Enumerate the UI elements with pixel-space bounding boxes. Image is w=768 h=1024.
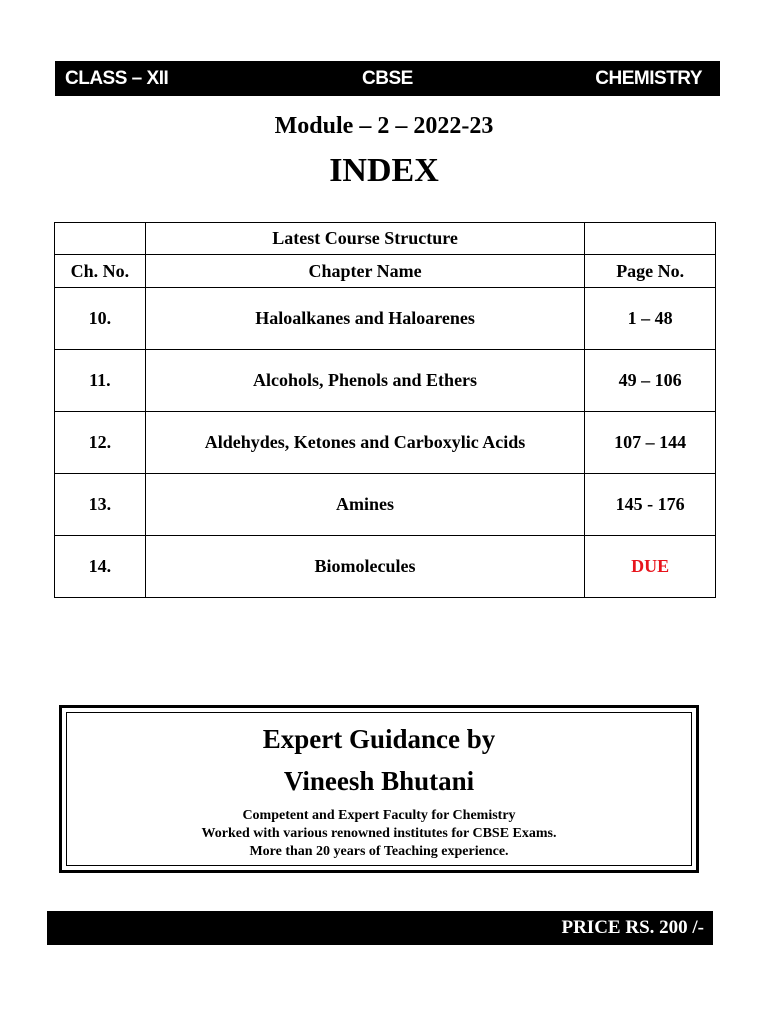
table-row xyxy=(55,536,716,598)
column-header-page-number: Page No. xyxy=(585,255,716,288)
chapter-name: Biomolecules xyxy=(145,536,585,598)
table-group-header-row xyxy=(55,223,716,255)
empty-header-cell xyxy=(585,223,716,255)
page-range: 107 – 144 xyxy=(585,412,716,474)
page-range: 1 – 48 xyxy=(585,288,716,350)
chapter-number: 10. xyxy=(55,288,146,350)
price-label: PRICE RS. 200 /- xyxy=(561,917,704,938)
page-range: 145 - 176 xyxy=(585,474,716,536)
subject-label: CHEMISTRY xyxy=(595,68,702,89)
table-row xyxy=(55,474,716,536)
teacher-name: Vineesh Bhutani xyxy=(283,766,475,796)
chapter-name: Haloalkanes and Haloarenes xyxy=(145,288,585,350)
guidance-title: Expert Guidance by xyxy=(262,724,496,754)
price-bar xyxy=(47,911,713,945)
board-label: CBSE xyxy=(362,68,413,89)
page-title: INDEX xyxy=(329,152,439,189)
group-header: Latest Course Structure xyxy=(145,223,585,255)
chapter-name: Alcohols, Phenols and Ethers xyxy=(145,350,585,412)
guidance-line: Competent and Expert Faculty for Chemistry xyxy=(242,808,516,823)
guidance-line: Worked with various renowned institutes for CBSE Exams. xyxy=(201,826,557,841)
column-header-chapter-number: Ch. No. xyxy=(55,255,146,288)
chapter-name: Amines xyxy=(145,474,585,536)
guidance-line: More than 20 years of Teaching experience. xyxy=(249,844,509,859)
index-table xyxy=(54,222,716,598)
chapter-number: 14. xyxy=(55,536,146,598)
page-range-due: DUE xyxy=(585,536,716,598)
table-row xyxy=(55,412,716,474)
expert-guidance-inner-frame xyxy=(66,712,692,866)
expert-guidance-box xyxy=(59,705,699,873)
table-header-row xyxy=(55,255,716,288)
chapter-name: Aldehydes, Ketones and Carboxylic Acids xyxy=(145,412,585,474)
chapter-number: 13. xyxy=(55,474,146,536)
column-header-chapter-name: Chapter Name xyxy=(145,255,585,288)
chapter-number: 12. xyxy=(55,412,146,474)
empty-header-cell xyxy=(55,223,146,255)
header-bar xyxy=(55,61,720,96)
class-label: CLASS – XII xyxy=(65,68,169,89)
page-range: 49 – 106 xyxy=(585,350,716,412)
module-title: Module – 2 – 2022-23 xyxy=(274,113,494,139)
chapter-number: 11. xyxy=(55,350,146,412)
table-row xyxy=(55,350,716,412)
table-row xyxy=(55,288,716,350)
guidance-details xyxy=(67,807,691,861)
